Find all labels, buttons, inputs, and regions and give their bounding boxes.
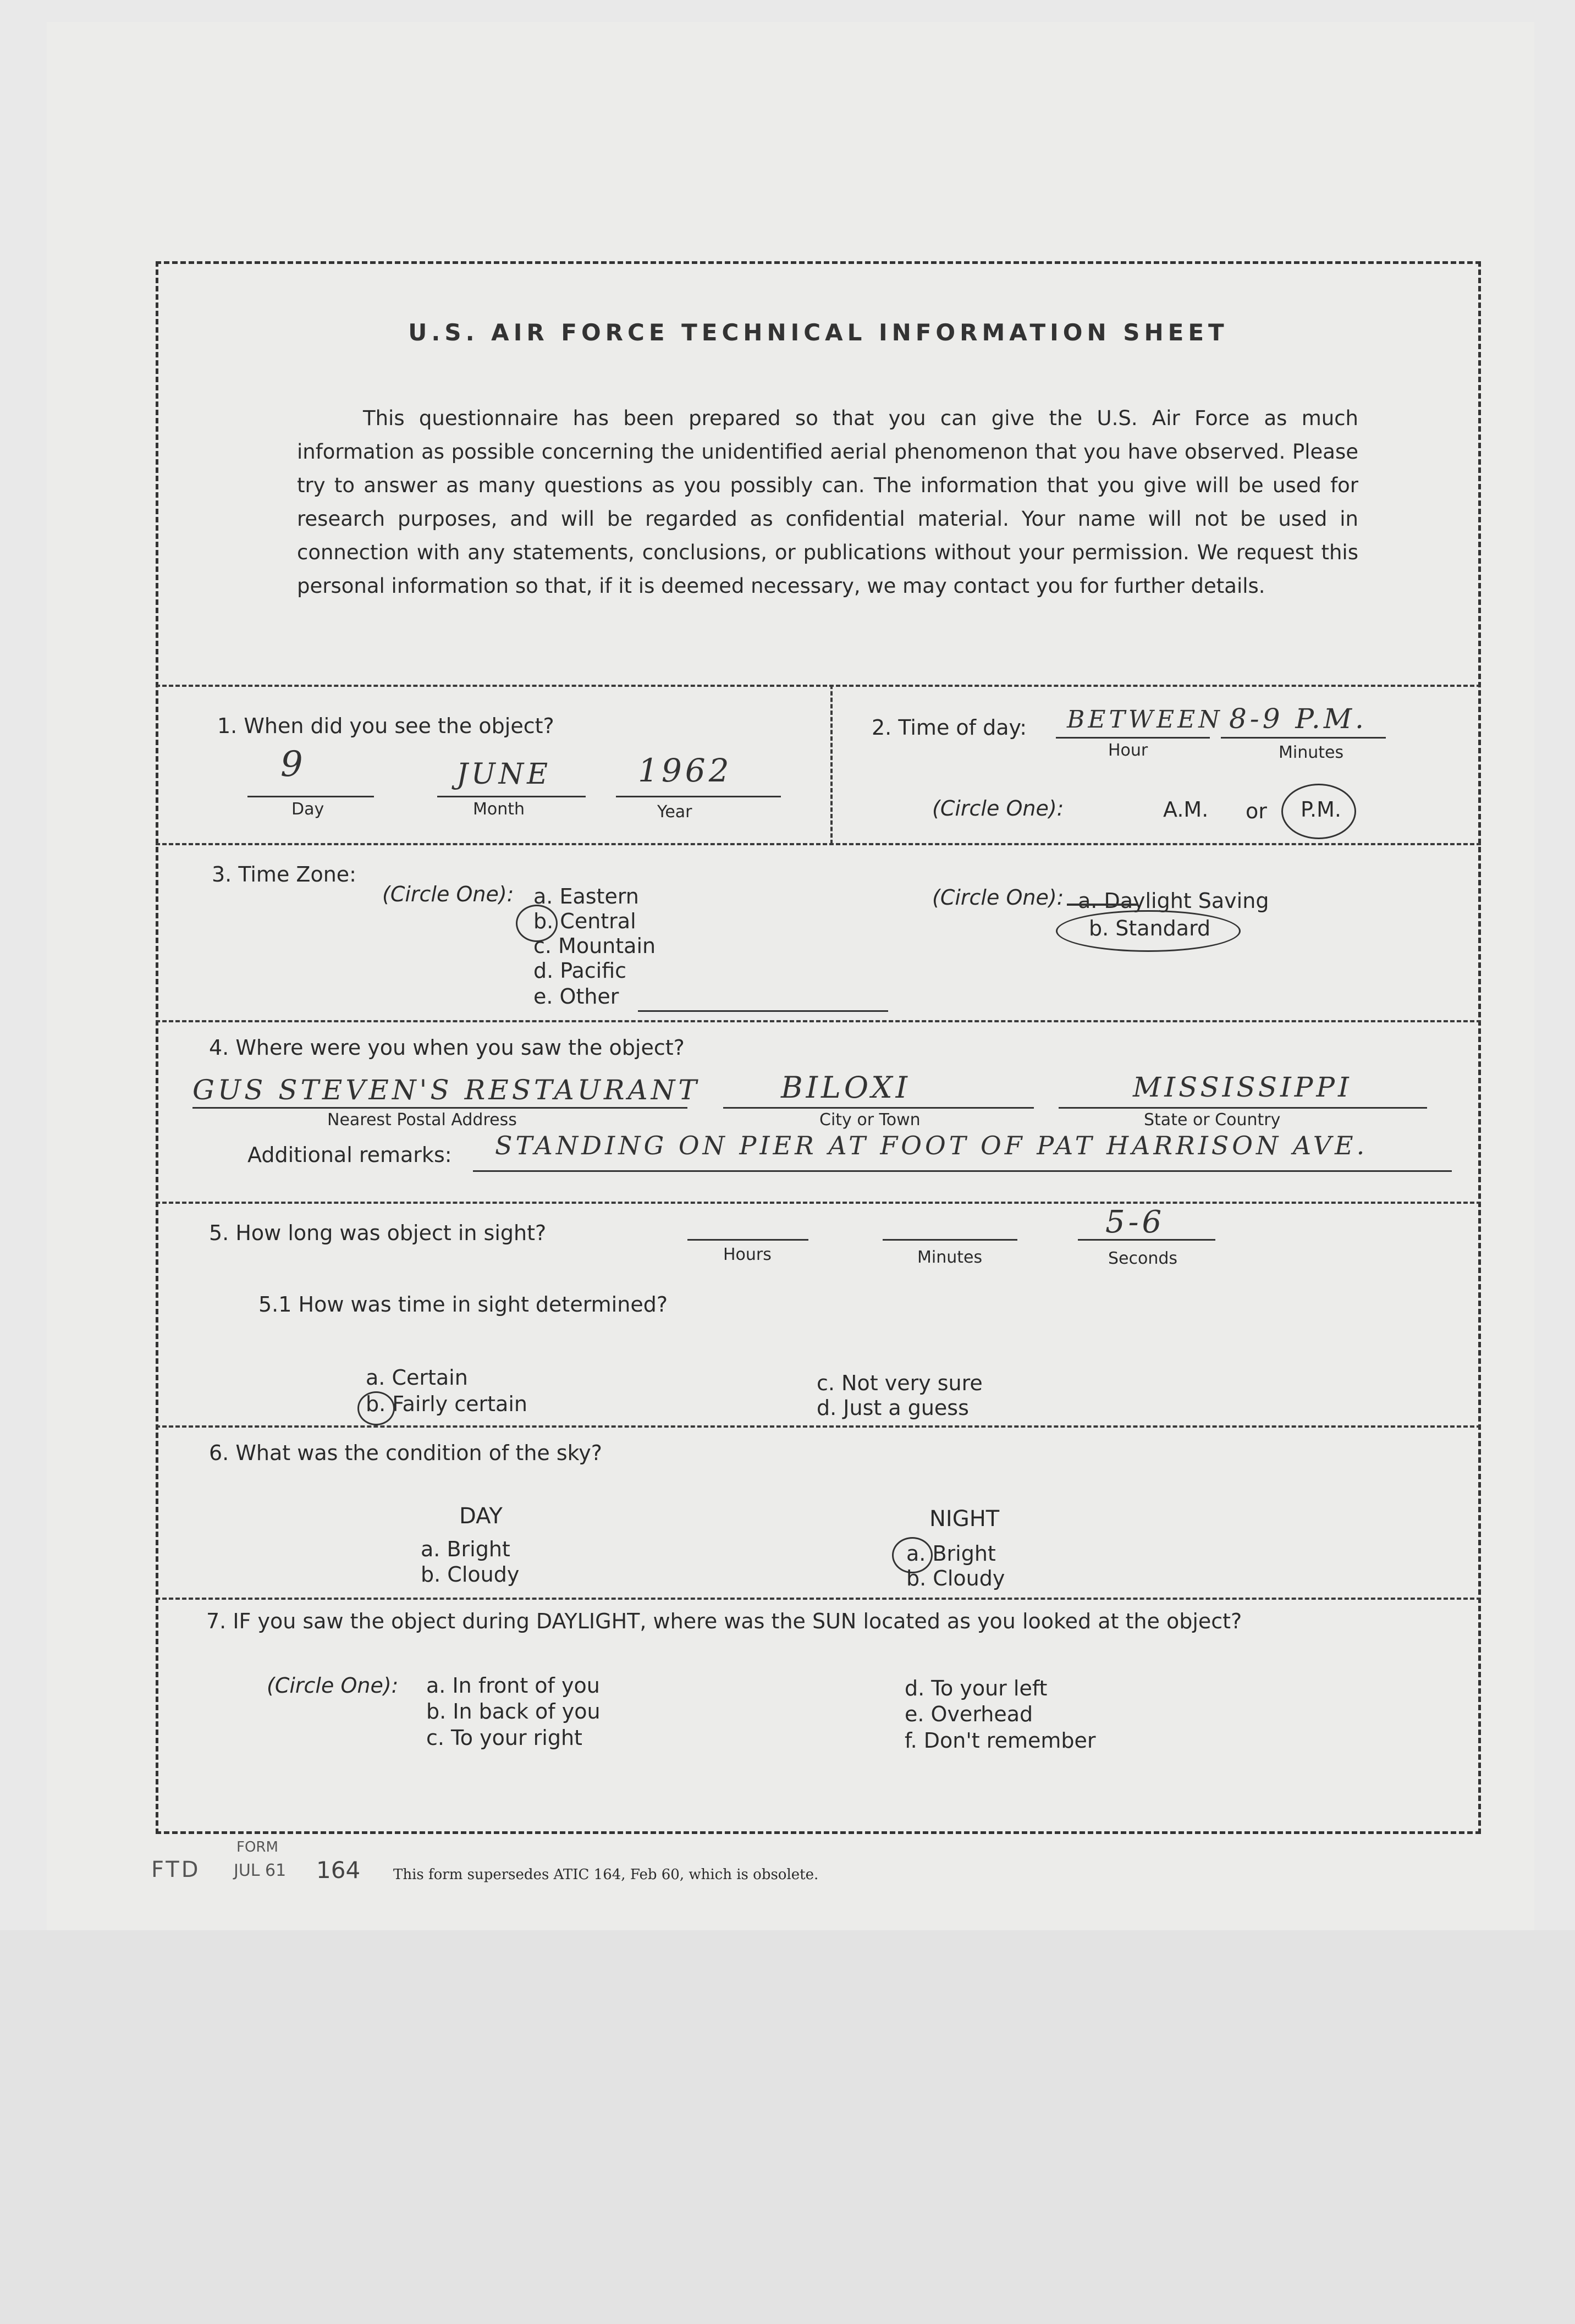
q3-option-daylight-saving: a. Daylight Saving [1078, 889, 1269, 913]
q5-fairly-certain-circle [357, 1391, 395, 1425]
divider-3 [156, 1020, 1481, 1022]
scan-background [0, 1930, 1575, 2324]
q2-pm-circle [1281, 784, 1356, 839]
q2-minutes-value: 8-9 P.M. [1229, 703, 1367, 735]
q2-circle-one: (Circle One): [932, 796, 1064, 820]
q5-question: 5. How long was object in sight? [209, 1221, 547, 1245]
q5-minutes-label: Minutes [917, 1248, 983, 1267]
q4-address-line [192, 1107, 687, 1109]
q1-day-line [247, 796, 374, 797]
footer-form-date: JUL 61 [234, 1861, 287, 1880]
q7-option-overhead: e. Overhead [905, 1702, 1033, 1726]
q7-option-in-back: b. In back of you [426, 1699, 601, 1723]
form-title: U.S. AIR FORCE TECHNICAL INFORMATION SHEET [408, 319, 1229, 346]
q1-month-value: JUNE [456, 758, 552, 791]
q4-city-value: BILOXI [781, 1070, 911, 1105]
q7-question: 7. IF you saw the object during DAYLIGHT, where was the SUN located as you looked at the object? [206, 1609, 1242, 1633]
divider-q1-q2 [830, 685, 833, 844]
q3-option-mountain: c. Mountain [533, 934, 656, 958]
q3-standard-circle [1056, 910, 1241, 952]
q3-circle-one-right: (Circle One): [932, 885, 1064, 910]
q4-remarks-value: STANDING ON PIER AT FOOT OF PAT HARRISON AVE. [495, 1131, 1368, 1160]
q3-daylight-strike [1067, 904, 1138, 906]
footer-form-label: FORM [236, 1839, 278, 1855]
q4-state-line [1059, 1107, 1427, 1109]
q1-year-line [616, 796, 781, 797]
q3-option-central: b. Central [533, 909, 636, 933]
q3-option-eastern: a. Eastern [533, 884, 639, 908]
q1-year-value: 1962 [638, 752, 733, 789]
q4-question: 4. Where were you when you saw the object? [209, 1036, 685, 1060]
q4-city-line [723, 1107, 1034, 1109]
footer-form-id: FTD [151, 1857, 201, 1882]
q4-city-label: City or Town [819, 1110, 921, 1130]
q5-seconds-value: 5-6 [1105, 1204, 1165, 1240]
q1-day-label: Day [291, 800, 324, 819]
q4-address-value: GUS STEVEN'S RESTAURANT [192, 1074, 700, 1106]
q2-question: 2. Time of day: [872, 715, 1027, 740]
q3-option-pacific: d. Pacific [533, 959, 627, 983]
q7-option-dont-remember: f. Don't remember [905, 1728, 1096, 1753]
q6-night-option-cloudy: b. Cloudy [906, 1566, 1005, 1590]
q1-year-label: Year [657, 802, 692, 822]
q6-night-option-bright: a. Bright [906, 1541, 996, 1566]
q5-sub-question: 5.1 How was time in sight determined? [258, 1292, 668, 1317]
q5-seconds-label: Seconds [1108, 1249, 1178, 1268]
q4-remarks-label: Additional remarks: [247, 1143, 452, 1167]
q6-question: 6. What was the condition of the sky? [209, 1441, 602, 1465]
footer-supersedes-note: This form supersedes ATIC 164, Feb 60, which is obsolete. [393, 1866, 819, 1883]
q1-month-line [437, 796, 586, 797]
q2-am-option: A.M. [1163, 797, 1209, 822]
q4-state-value: MISSISSIPPI [1133, 1071, 1352, 1103]
q7-circle-one: (Circle One): [267, 1673, 399, 1698]
q7-option-right: c. To your right [426, 1726, 582, 1750]
q6-day-heading: DAY [459, 1504, 503, 1529]
divider-6 [156, 1598, 1481, 1600]
q5-hours-label: Hours [723, 1245, 772, 1264]
q2-minutes-line [1221, 737, 1386, 739]
q3-option-other: e. Other [533, 984, 619, 1009]
q5-minutes-line [883, 1239, 1017, 1241]
divider-5 [156, 1425, 1481, 1428]
divider-2 [156, 843, 1481, 845]
footer-form-number: 164 [316, 1857, 361, 1884]
q3-other-line [638, 1010, 888, 1012]
q5-hours-line [687, 1239, 808, 1241]
q6-day-option-cloudy: b. Cloudy [421, 1562, 520, 1587]
q2-hour-value: BETWEEN [1067, 706, 1223, 734]
q2-or: or [1246, 799, 1267, 823]
q5-option-just-a-guess: d. Just a guess [817, 1396, 969, 1420]
q6-night-heading: NIGHT [929, 1506, 1000, 1532]
q1-question: 1. When did you see the object? [217, 714, 554, 738]
q3-question: 3. Time Zone: [212, 862, 356, 886]
q2-hour-line [1056, 737, 1210, 739]
q4-address-label: Nearest Postal Address [327, 1110, 517, 1130]
q4-state-label: State or Country [1144, 1110, 1281, 1130]
intro-paragraph: This questionnaire has been prepared so that you can give the U.S. Air Force as much information as possible concerning the unidentified aerial phenomenon that you have observed. Please try to answer as many questions as you possibly can. The information that you give will be used for research purposes, and will be regarded as confidential material. Your name will not be used in connection with any statements, conclusions, or publications without your permission. We request this personal information so that, if it is deemed necessary, we may contact you for further details. [297, 406, 1358, 598]
q1-month-label: Month [473, 800, 525, 819]
q5-seconds-line [1078, 1239, 1215, 1241]
q6-day-option-bright: a. Bright [421, 1537, 510, 1561]
q5-option-fairly-certain: b. Fairly certain [366, 1392, 527, 1416]
q5-option-not-very-sure: c. Not very sure [817, 1371, 983, 1395]
q7-option-left: d. To your left [905, 1676, 1048, 1700]
divider-4 [156, 1202, 1481, 1204]
q3-option-standard: b. Standard [1089, 916, 1211, 940]
q2-minutes-label: Minutes [1279, 743, 1344, 762]
divider-1 [156, 685, 1481, 687]
q7-option-in-front: a. In front of you [426, 1673, 600, 1698]
q3-circle-one: (Circle One): [382, 882, 514, 906]
q1-day-value: 9 [280, 744, 306, 785]
q2-hour-label: Hour [1108, 741, 1148, 760]
q5-option-certain: a. Certain [366, 1365, 468, 1390]
q4-remarks-line [473, 1170, 1452, 1172]
q2-pm-option: P.M. [1301, 797, 1341, 822]
